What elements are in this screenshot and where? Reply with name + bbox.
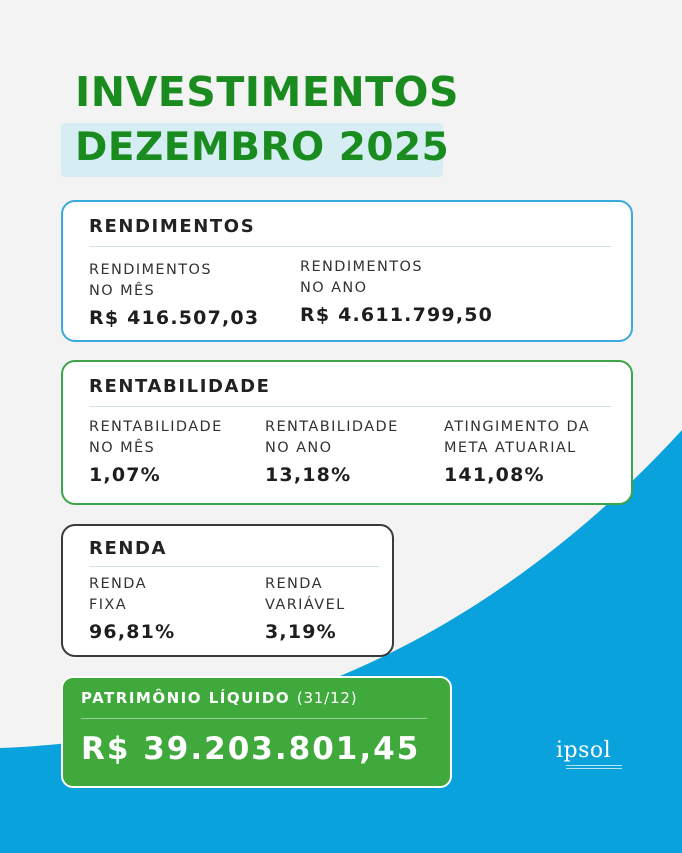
patrimonio-card (61, 676, 452, 788)
rendimentos-mes (89, 260, 259, 329)
renda-title: RENDA (89, 538, 168, 559)
rentabilidade-card (61, 360, 633, 505)
metric-value: R$ 416.507,03 (89, 307, 260, 329)
metric-value: 13,18% (265, 464, 352, 486)
metric-label: ATINGIMENTO DA META ATUARIAL (444, 419, 591, 456)
metric-value: 1,07% (89, 464, 161, 486)
patrimonio-label-text: PATRIMÔNIO LÍQUIDO (81, 689, 291, 707)
metric-value: R$ 4.611.799,50 (300, 304, 494, 326)
metric-label: RENDA FIXA (89, 576, 147, 613)
patrimonio-label (81, 689, 357, 707)
patrimonio-value: R$ 39.203.801,45 (81, 731, 421, 767)
meta-atuarial (444, 417, 590, 486)
patrimonio-date: (31/12) (296, 689, 358, 707)
rendimentos-title: RENDIMENTOS (89, 216, 256, 237)
rendimentos-ano (300, 257, 493, 326)
metric-value: 96,81% (89, 621, 176, 643)
renda-card (61, 524, 394, 657)
metric-label: RENDIMENTOS NO ANO (300, 259, 423, 296)
divider (89, 566, 379, 567)
divider (89, 406, 611, 407)
logo-tagline-mark (566, 765, 622, 769)
renda-variavel (265, 574, 346, 643)
renda-fixa (89, 574, 175, 643)
logo-wordmark: ipsol (556, 738, 612, 763)
metric-label: RENDIMENTOS NO MÊS (89, 262, 212, 299)
page-title: INVESTIMENTOS (75, 68, 460, 116)
metric-label: RENTABILIDADE NO MÊS (89, 419, 223, 456)
rendimentos-card (61, 200, 633, 342)
metric-label: RENDA VARIÁVEL (265, 576, 346, 613)
metric-value: 3,19% (265, 621, 337, 643)
divider (81, 718, 427, 719)
ipsol-logo (552, 738, 628, 774)
rentabilidade-mes (89, 417, 223, 486)
divider (89, 246, 611, 247)
rentabilidade-ano (265, 417, 399, 486)
metric-label: RENTABILIDADE NO ANO (265, 419, 399, 456)
metric-value: 141,08% (444, 464, 545, 486)
rentabilidade-title: RENTABILIDADE (89, 376, 271, 397)
page-subtitle: DEZEMBRO 2025 (75, 125, 450, 170)
